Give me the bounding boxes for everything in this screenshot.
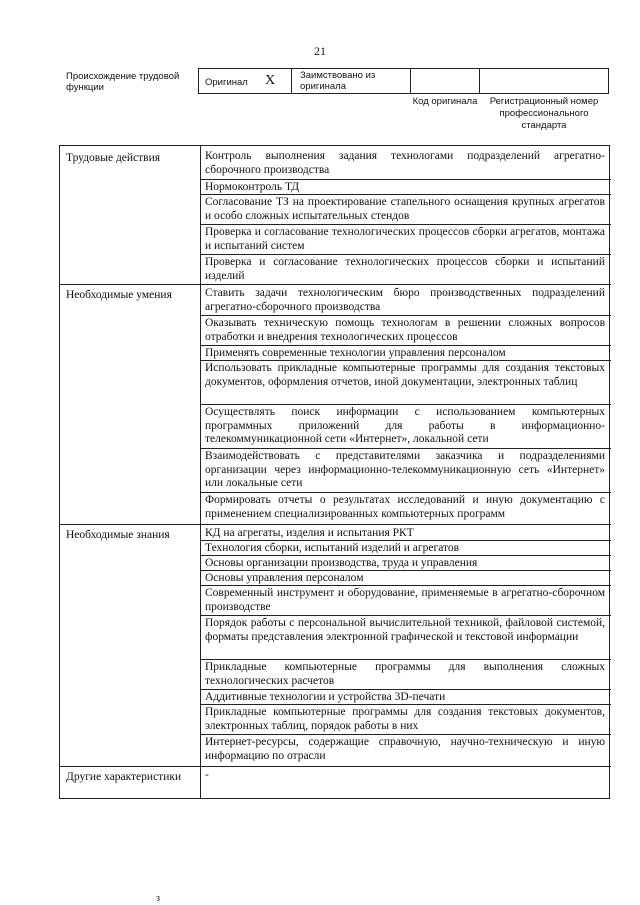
labor-action-1: Контроль выполнения задания технологами подразделений агрегатно-сборочного производства (205, 150, 605, 176)
row-divider (200, 194, 611, 195)
row-divider (200, 555, 611, 556)
skill-7: Формировать отчеты о результатах исследований и иную документацию с применением специализированных компьютерных программ (205, 494, 605, 520)
row-divider (200, 585, 611, 586)
origin-borrowed-label: Заимствовано из оригинала (300, 70, 376, 92)
row-divider (200, 689, 611, 690)
origin-reg-number-cell (479, 68, 609, 94)
other-characteristics-value: - (205, 769, 209, 781)
labor-action-5: Проверка и согласование технологических процессов сборки и испытаний изделий (205, 256, 605, 282)
column-separator (200, 146, 201, 798)
knowledge-5: Современный инструмент и оборудование, применяемые в агрегатно-сборочном производстве (205, 587, 605, 613)
skill-4: Использовать прикладные компьютерные программы для создания текстовых документов, оформления отчетов, иной документации, электронных таблиц (205, 362, 605, 388)
labor-action-2: Нормоконтроль ТД (205, 181, 300, 193)
section-divider (60, 524, 611, 525)
skill-1: Ставить задачи технологическим бюро производственных подразделений агрегатно-сборочного производства (205, 287, 605, 313)
row-divider (200, 540, 611, 541)
section-title-other-characteristics: Другие характеристики (66, 771, 182, 783)
page-number: 21 (314, 44, 326, 58)
knowledge-7: Прикладные компьютерные программы для выполнения сложных технологических расчетов (205, 661, 605, 687)
section-divider (60, 284, 611, 285)
skill-5: Осуществлять поиск информации с использованием компьютерных программных приложений для работы в информационно-телекоммуникационной сети «Интернет», локальной сети (205, 406, 605, 445)
row-divider (200, 734, 611, 735)
section-divider (60, 766, 611, 767)
row-divider (200, 615, 611, 616)
section-title-required-knowledge: Необходимые знания (66, 529, 170, 541)
row-divider (200, 254, 611, 255)
knowledge-6: Порядок работы с персональной вычислительной техникой, файловой системой, форматы представления электронной графической и текстовой информации (205, 617, 605, 643)
labor-action-4: Проверка и согласование технологических процессов сборки агрегатов, монтажа и испытаний систем (205, 226, 605, 252)
competency-table (59, 145, 610, 799)
origin-code-cell (410, 68, 480, 94)
knowledge-4: Основы управления персоналом (205, 572, 364, 584)
knowledge-8: Аддитивные технологии и устройства 3D-печати (205, 691, 446, 703)
origin-original-label: Оригинал (205, 77, 248, 88)
origin-original-mark: X (265, 73, 276, 88)
knowledge-9: Прикладные компьютерные программы для создания текстовых документов, электронных таблиц, порядок работы в них (205, 706, 605, 732)
skill-2: Оказывать техническую помощь технологам в решении сложных вопросов отработки и внедрения технологических процессов (205, 317, 605, 343)
origin-code-label: Код оригинала (412, 96, 478, 107)
row-divider (200, 360, 611, 361)
knowledge-2: Технология сборки, испытаний изделий и агрегатов (205, 542, 460, 554)
labor-action-3: Согласование ТЗ на проектирование стапельного оснащения крупных агрегатов и особо сложных испытательных стендов (205, 196, 605, 222)
footer-mark: з (156, 893, 160, 904)
origin-borrowed-cell (291, 68, 411, 94)
row-divider (200, 315, 611, 316)
row-divider (200, 224, 611, 225)
knowledge-1: КД на агрегаты, изделия и испытания РКТ (205, 527, 414, 539)
knowledge-10: Интернет-ресурсы, содержащие справочную, научно-техническую и иную информацию по отрасли (205, 736, 605, 762)
row-divider (200, 492, 611, 493)
row-divider (200, 659, 611, 660)
knowledge-3: Основы организации производства, труда и управления (205, 557, 478, 569)
skill-3: Применять современные технологии управления персоналом (205, 347, 506, 359)
section-title-required-skills: Необходимые умения (66, 289, 172, 301)
row-divider (200, 404, 611, 405)
row-divider (200, 448, 611, 449)
origin-reg-number-label: Регистрационный номер профессионального стандарта (489, 96, 599, 131)
row-divider (200, 570, 611, 571)
origin-original-cell (198, 68, 292, 94)
origin-label: Происхождение трудовой функции (66, 71, 180, 93)
row-divider (200, 179, 611, 180)
row-divider (200, 345, 611, 346)
row-divider (200, 704, 611, 705)
section-title-labor-actions: Трудовые действия (66, 152, 161, 164)
skill-6: Взаимодействовать с представителями заказчика и подразделениями организации через информационно-телекоммуникационную сеть «Интернет» или локальные сети (205, 450, 605, 489)
